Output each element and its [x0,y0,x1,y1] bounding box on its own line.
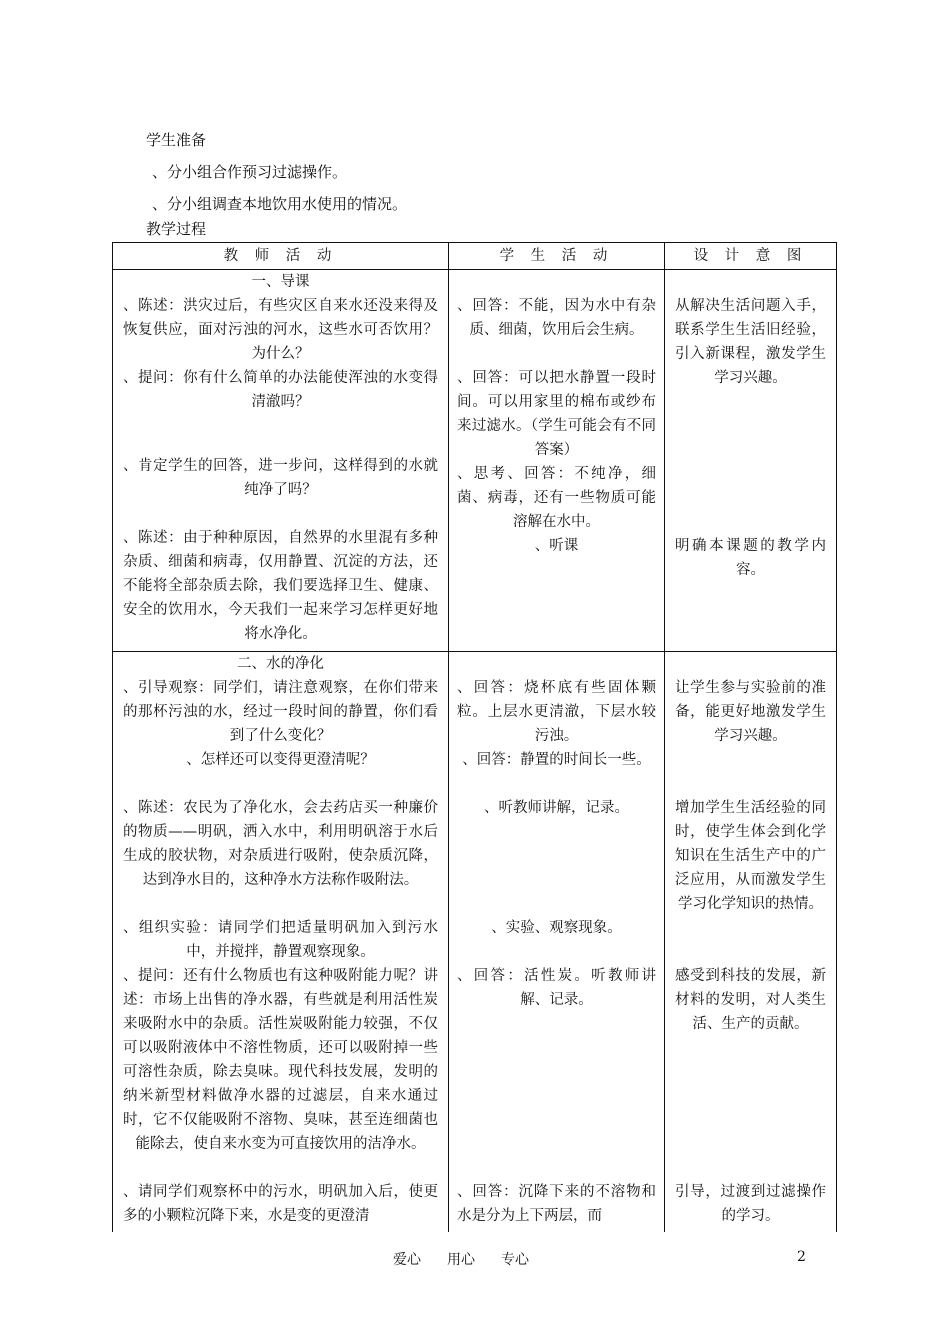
student-item: 、回答：活性炭。听教师讲解、记录。 [457,968,656,1008]
student-item: 、回答：可以把水静置一段时间。可以用家里的棉布或纱布来过滤水。（学生可能会有不同答案） [457,370,656,458]
motto-word: 用心 [447,1252,475,1268]
prep-heading: 学生准备 [146,131,207,149]
footer-motto [393,1249,555,1269]
student-cell-1 [449,270,665,652]
design-cell-1 [665,270,837,652]
section-title-purification: 二、水的净化 [237,656,324,672]
student-item: 、听课 [534,538,579,554]
section-title-intro: 一、导课 [251,274,310,290]
design-item: 明确本课题的教学内容。 [675,538,826,578]
teacher-cell-1 [113,270,449,652]
student-item: 、回答：不能，因为水中有杂质、细菌，饮用后会生病。 [457,298,656,338]
design-item: 感受到科技的发展，新材料的发明，对人类生活、生产的贡献。 [675,968,826,1032]
design-item: 引导，过渡到过滤操作的学习。 [675,1184,826,1224]
student-item: 、回答：静置的时间长一些。 [462,752,651,768]
teacher-item: 、组织实验：请同学们把适量明矾加入到污水中，并搅拌，静置观察现象。 [123,920,438,960]
student-item: 、实验、观察现象。 [491,920,622,936]
student-cell-2 [449,652,665,1232]
student-item: 、回答：烧杯底有些固体颗粒。上层水更清澈，下层水较污浊。 [457,680,656,744]
design-item: 从解决生活问题入手，联系学生生活旧经验，引入新课程，激发学生学习兴趣。 [675,298,826,386]
table-row [113,270,837,652]
design-item: 让学生参与实验前的准备，能更好地激发学生学习兴趣。 [675,680,826,744]
teacher-item: 、陈述：由于种种原因，自然界的水里混有多种杂质、细菌和病毒，仅用静置、沉淀的方法，还不能将全部杂质去除，我们要选择卫生、健康、安全的饮用水，今天我们一起来学习怎样更好地将水净化。 [123,530,438,642]
teacher-item: 、提问：你有什么简单的办法能使浑浊的水变得清澈吗？ [123,370,438,410]
header-design-intent: 设 计 意 图 [665,243,837,270]
table-header-row [113,243,837,270]
design-item: 增加学生生活经验的同时，使学生体会到化学知识在生活生产中的广泛应用，从而激发学生学习化学知识的热情。 [675,800,826,912]
table-row [113,652,837,1232]
motto-word: 爱心 [393,1252,421,1268]
teacher-item: 、请同学们观察杯中的污水，明矾加入后，使更多的小颗粒沉降下来，水是变的更澄清 [123,1184,438,1224]
process-heading: 教学过程 [146,220,207,238]
prep-item-1: 、分小组合作预习过滤操作。 [152,163,348,181]
student-item: 、思考、回答：不纯净，细菌、病毒，还有一些物质可能溶解在水中。 [457,466,656,530]
header-student-activity: 学 生 活 动 [449,243,665,270]
student-item: 、回答：沉降下来的不溶物和水是分为上下两层，而 [457,1184,656,1224]
teacher-item: 、肯定学生的回答，进一步问，这样得到的水就纯净了吗？ [123,458,438,498]
teacher-item: 、引导观察：同学们，请注意观察，在你们带来的那杯污浊的水，经过一段时间的静置，你们看到了什么变化？ [123,680,438,744]
student-item: 、听教师讲解，记录。 [484,800,629,816]
teacher-item: 、陈述：农民为了净化水，会去药店买一种廉价的物质——明矾，洒入水中，利用明矾溶于水后生成的胶状物，对杂质进行吸附，使杂质沉降，达到净水目的，这种净水方法称作吸附法。 [123,800,438,888]
design-cell-2 [665,652,837,1232]
teacher-item: 、怎样还可以变得更澄清呢？ [186,752,375,768]
teacher-item: 、陈述：洪灾过后，有些灾区自来水还没来得及恢复供应，面对污浊的河水，这些水可否饮用？为什么？ [123,298,438,362]
motto-word: 专心 [501,1252,529,1268]
lesson-plan-table [112,242,837,1232]
teacher-item: 、提问：还有什么物质也有这种吸附能力呢？讲述：市场上出售的净水器，有些就是利用活性炭来吸附水中的杂质。活性炭吸附能力较强，不仅可以吸附液体中不溶性物质，还可以吸附掉一些可溶性杂质，除去臭味。现代科技发展，发明的纳米新型材料做净水器的过滤层，自来水通过时，它不仅能吸附不溶物、臭味，甚至连细菌也能除去，使自来水变为可直接饮用的洁净水。 [123,968,438,1152]
teacher-cell-2 [113,652,449,1232]
header-teacher-activity: 教 师 活 动 [113,243,449,270]
page-number: 2 [797,1249,806,1265]
prep-item-2: 、分小组调查本地饮用水使用的情况。 [152,195,408,213]
student-preparation [146,124,407,220]
